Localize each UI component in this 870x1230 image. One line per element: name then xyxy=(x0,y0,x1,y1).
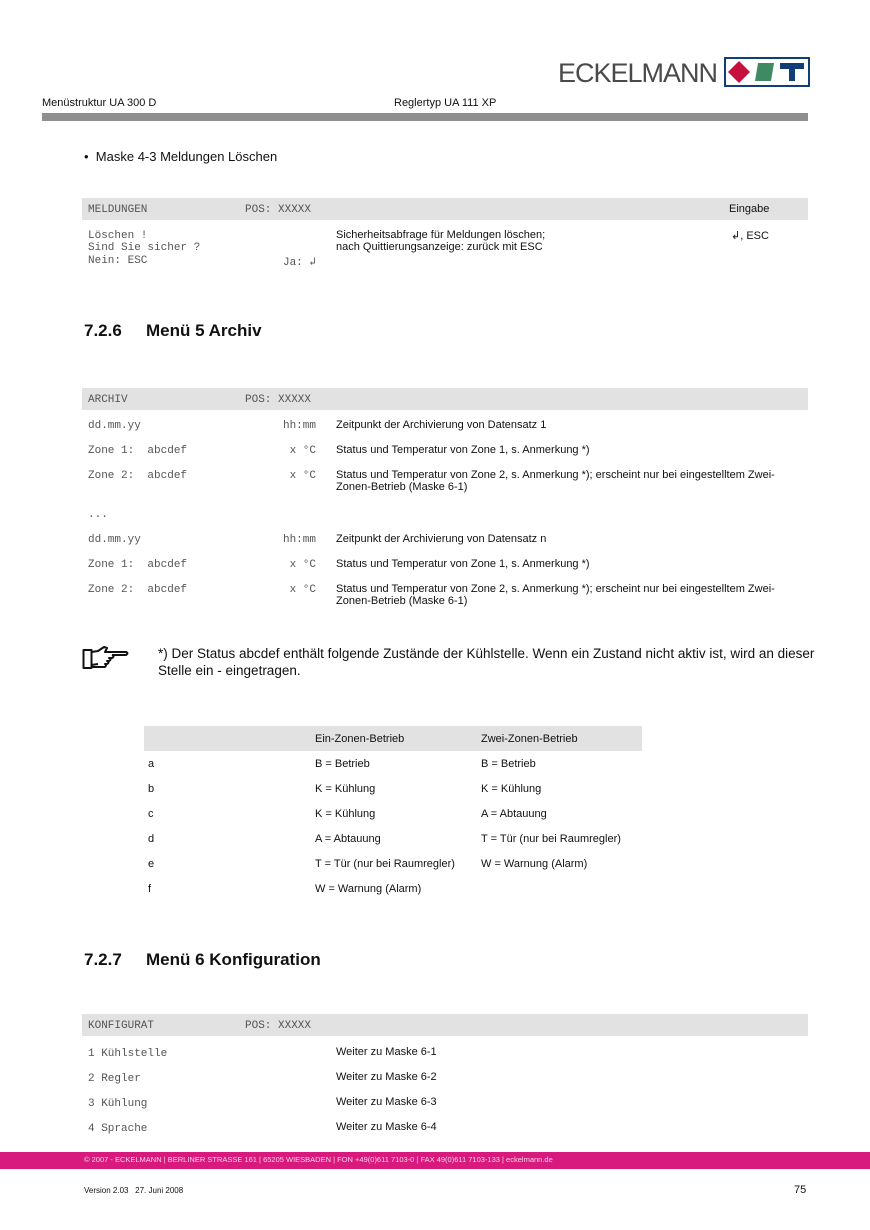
display-line: Löschen ! xyxy=(88,230,148,242)
status-zwei-zone: A = Abtauung xyxy=(481,808,547,820)
status-letter: a xyxy=(148,758,155,770)
archiv-row-desc: Status und Temperatur von Zone 2, s. Anmerkung *); erscheint nur bei eingestelltem Zwei- xyxy=(336,469,775,481)
table-header-name: KONFIGURAT xyxy=(88,1020,155,1032)
status-letter: b xyxy=(148,783,155,795)
status-zwei-zone: T = Tür (nur bei Raumregler) xyxy=(481,833,621,845)
archiv-row-desc-cont: Zonen-Betrieb (Maske 6-1) xyxy=(336,595,468,607)
meldungen-table-header xyxy=(82,198,808,220)
archiv-row-left: Zone 2: abcdef xyxy=(88,584,188,596)
status-ein-zone: W = Warnung (Alarm) xyxy=(315,883,422,895)
display-line: Sind Sie sicher ? xyxy=(88,242,201,254)
status-ein-zone: K = Kühlung xyxy=(315,783,376,795)
archiv-row-left: Zone 2: abcdef xyxy=(88,470,188,482)
konfig-row-left: 3 Kühlung xyxy=(88,1098,148,1110)
section-number: 7.2.7 xyxy=(84,950,122,969)
brand-logo-icon xyxy=(724,57,810,92)
table-header-pos: POS: XXXXX xyxy=(245,394,312,406)
konfig-row-left: 2 Regler xyxy=(88,1073,141,1085)
konfig-row-desc: Weiter zu Maske 6-1 xyxy=(336,1046,437,1058)
table-header-pos: POS: XXXXX xyxy=(245,1020,312,1032)
archiv-row-desc-cont: Zonen-Betrieb (Maske 6-1) xyxy=(336,481,468,493)
archiv-row-desc: Zeitpunkt der Archivierung von Datensatz 1 xyxy=(336,419,547,431)
display-ja: Ja: ↲ xyxy=(282,257,316,269)
table-header-name: ARCHIV xyxy=(88,394,128,406)
status-ein-zone: B = Betrieb xyxy=(315,758,370,770)
section-number: 7.2.6 xyxy=(84,321,122,340)
description-line: Sicherheitsabfrage für Meldungen löschen; xyxy=(336,229,546,241)
status-letter: e xyxy=(148,858,155,870)
status-ein-zone: A = Abtauung xyxy=(315,833,381,845)
archiv-row-desc: Status und Temperatur von Zone 1, s. Anmerkung *) xyxy=(336,444,590,456)
konfig-row-left: 1 Kühlstelle xyxy=(88,1048,168,1060)
table-header-pos: POS: XXXXX xyxy=(245,204,312,216)
archiv-row-left: Zone 1: abcdef xyxy=(88,559,188,571)
brand-logo-text: ECKELMANN xyxy=(558,58,718,88)
archiv-row-right: hh:mm xyxy=(282,420,316,432)
status-col-header: Ein-Zonen-Betrieb xyxy=(315,733,405,745)
archiv-row-left: dd.mm.yy xyxy=(88,420,141,432)
status-ein-zone: K = Kühlung xyxy=(315,808,376,820)
konfig-row-desc: Weiter zu Maske 6-4 xyxy=(336,1121,437,1133)
footer-contact: © 2007 - ECKELMANN | BERLINER STRASSE 161 | 65205 WIESBADEN | FON +49(0)611 7103-0 | FAX 49(0)611 7103-133 | eckelmann.de xyxy=(84,1155,553,1164)
status-letter: f xyxy=(148,883,152,895)
status-zwei-zone: B = Betrieb xyxy=(481,758,536,770)
konfig-row-left: 4 Sprache xyxy=(88,1123,148,1135)
header-controller-type: Reglertyp UA 111 XP xyxy=(394,97,497,109)
pointing-hand-icon xyxy=(82,645,130,676)
footer-version: Version 2.03 27. Juni 2008 xyxy=(84,1186,184,1195)
section-title: Menü 6 Konfiguration xyxy=(146,950,321,969)
konfig-row-desc: Weiter zu Maske 6-2 xyxy=(336,1071,437,1083)
archiv-row-left: Zone 1: abcdef xyxy=(88,445,188,457)
mask-title: Maske 4-3 Meldungen Löschen xyxy=(95,149,278,164)
status-col-header: Zwei-Zonen-Betrieb xyxy=(481,733,578,745)
archiv-row-ellipsis: ... xyxy=(88,509,108,521)
header-divider xyxy=(42,113,808,121)
status-letter: d xyxy=(148,833,155,845)
konfig-table-header xyxy=(82,1014,808,1036)
note-text: *) Der Status abcdef enthält folgende Zustände der Kühlstelle. Wenn ein Zustand nicht aktiv ist, wird an dieser Stelle ein - eingetragen. xyxy=(158,646,815,678)
archiv-row-left: dd.mm.yy xyxy=(88,534,141,546)
archiv-row-right: x °C xyxy=(289,584,316,596)
description-line: nach Quittierungsanzeige: zurück mit ESC xyxy=(336,241,543,253)
header-document-title: Menüstruktur UA 300 D xyxy=(42,97,157,109)
input-keys: ↲, ESC xyxy=(731,230,769,242)
archiv-row-desc: Status und Temperatur von Zone 2, s. Anmerkung *); erscheint nur bei eingestelltem Zwei- xyxy=(336,583,775,595)
section-bullet-title xyxy=(84,149,277,164)
archiv-row-desc: Status und Temperatur von Zone 1, s. Anmerkung *) xyxy=(336,558,590,570)
archiv-row-right: hh:mm xyxy=(282,534,316,546)
status-zwei-zone: K = Kühlung xyxy=(481,783,542,795)
status-zwei-zone: W = Warnung (Alarm) xyxy=(481,858,588,870)
archiv-table-header xyxy=(82,388,808,410)
archiv-row-right: x °C xyxy=(289,559,316,571)
archiv-row-desc: Zeitpunkt der Archivierung von Datensatz n xyxy=(336,533,547,545)
section-title: Menü 5 Archiv xyxy=(146,321,262,340)
archiv-row-right: x °C xyxy=(289,445,316,457)
table-header-name: MELDUNGEN xyxy=(88,204,148,216)
status-ein-zone: T = Tür (nur bei Raumregler) xyxy=(315,858,455,870)
status-letter: c xyxy=(148,808,154,820)
konfig-row-desc: Weiter zu Maske 6-3 xyxy=(336,1096,437,1108)
page-number: 75 xyxy=(794,1184,807,1196)
archiv-row-right: x °C xyxy=(289,470,316,482)
display-line: Nein: ESC xyxy=(88,255,148,267)
table-header-eingabe: Eingabe xyxy=(729,203,770,215)
bullet-mark: • xyxy=(84,149,89,164)
